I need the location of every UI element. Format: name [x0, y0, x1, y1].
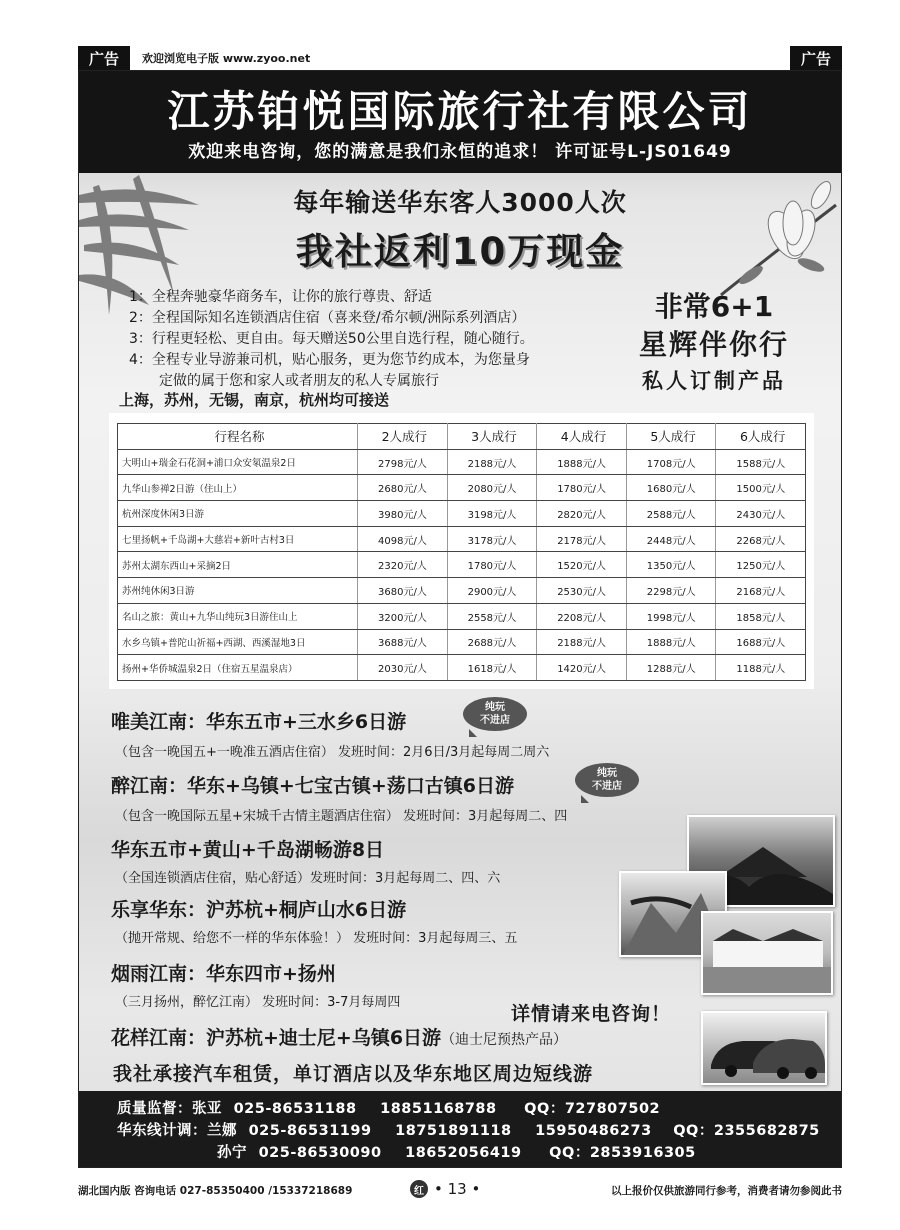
- footer-left: 湖北国内版 咨询电话 027-85350400 /15337218689: [78, 1185, 353, 1197]
- price-cell: 1888元/人: [537, 449, 627, 475]
- price-cell: 1618元/人: [447, 655, 537, 681]
- contact-phone[interactable]: 025-86531199: [248, 1123, 372, 1139]
- contact-qq-label: QQ：: [549, 1145, 590, 1161]
- contacts-panel: [79, 1091, 841, 1167]
- contact-mobile-2[interactable]: 15950486273: [535, 1123, 652, 1139]
- price-cell: 2188元/人: [537, 629, 627, 655]
- footer-center: [410, 1180, 480, 1198]
- contact-qq[interactable]: 727807502: [564, 1101, 661, 1117]
- route-name-cell: 杭州深度休闲3日游: [118, 501, 358, 527]
- table-row: [118, 526, 806, 552]
- price-cell: 3200元/人: [358, 603, 448, 629]
- contact-name: 兰娜: [207, 1123, 237, 1139]
- price-cell: 2168元/人: [716, 578, 806, 604]
- price-cell: 1888元/人: [626, 629, 716, 655]
- table-row: [118, 449, 806, 475]
- price-cell: 1420元/人: [537, 655, 627, 681]
- column-header: 行程名称: [118, 424, 358, 450]
- route-title: 花样江南：沪苏杭+迪士尼+乌镇6日游（迪士尼预热产品）: [111, 1027, 568, 1049]
- route-detail: （包含一晚国际五星+宋城千古情主题酒店住宿） 发班时间：3月起每周二、四: [115, 809, 568, 824]
- contact-qq[interactable]: 2355682875: [713, 1123, 820, 1139]
- price-cell: 3680元/人: [358, 578, 448, 604]
- promo-headline-1: 每年输送华东客人3000人次: [293, 188, 627, 217]
- column-header: 4人成行: [537, 424, 627, 450]
- feature-item: 1：全程奔驰豪华商务车，让你的旅行尊贵、舒适: [129, 289, 432, 305]
- pure-tour-badge: 纯玩 不进店: [575, 763, 639, 797]
- route-name-cell: 苏州太湖东西山+采摘2日: [118, 552, 358, 578]
- header-banner: [79, 71, 841, 173]
- price-cell: 3980元/人: [358, 501, 448, 527]
- company-name: 江苏铂悦国际旅行社有限公司: [167, 87, 753, 136]
- welcome-line: 欢迎来电咨询，您的满意是我们永恒的追求！ 许可证号L-JS01649: [188, 142, 732, 162]
- price-cell: 3178元/人: [447, 526, 537, 552]
- price-cell: 1350元/人: [626, 552, 716, 578]
- price-cell: 2430元/人: [716, 501, 806, 527]
- price-cell: 1588元/人: [716, 449, 806, 475]
- footer-right: 以上报价仅供旅游同行参考，消费者请勿参阅此书: [611, 1185, 842, 1197]
- column-header: 6人成行: [716, 424, 806, 450]
- price-cell: 1998元/人: [626, 603, 716, 629]
- price-cell: 4098元/人: [358, 526, 448, 552]
- route-name-cell: 苏州纯休闲3日游: [118, 578, 358, 604]
- route-detail: （三月扬州，醉忆江南） 发班时间：3-7月每周四: [115, 995, 401, 1010]
- table-row: [118, 603, 806, 629]
- table-row: [118, 552, 806, 578]
- slogan-line-3: 私人订制产品: [642, 369, 786, 393]
- table-row: [118, 629, 806, 655]
- route-title: 唯美江南：华东五市+三水乡6日游: [111, 711, 407, 733]
- slogan-block: [599, 289, 829, 397]
- price-table-panel: [109, 413, 814, 689]
- pickup-cities: 上海，苏州，无锡，南京，杭州均可接送: [119, 391, 390, 409]
- price-cell: 2688元/人: [447, 629, 537, 655]
- price-cell: 1688元/人: [716, 629, 806, 655]
- price-cell: 2208元/人: [537, 603, 627, 629]
- feature-item: 2：全程国际知名连锁酒店住宿（喜来登/希尔顿/洲际系列酒店）: [129, 310, 526, 326]
- contact-mobile[interactable]: 18652056419: [405, 1145, 522, 1161]
- contact-phone[interactable]: 025-86530090: [258, 1145, 382, 1161]
- price-cell: 2030元/人: [358, 655, 448, 681]
- ad-page: [78, 70, 842, 1168]
- price-cell: 2298元/人: [626, 578, 716, 604]
- seal-icon: 红: [410, 1180, 428, 1198]
- price-cell: 3198元/人: [447, 501, 537, 527]
- contact-qq-label: QQ：: [524, 1101, 565, 1117]
- price-cell: 2680元/人: [358, 475, 448, 501]
- price-cell: 2588元/人: [626, 501, 716, 527]
- water-town-photo: [701, 911, 833, 995]
- route-title: 华东五市+黄山+千岛湖畅游8日: [111, 839, 385, 861]
- route-name-cell: 名山之旅：黄山+九华山纯玩3日游住山上: [118, 603, 358, 629]
- consult-text: 详情请来电咨询！: [511, 1003, 672, 1025]
- contact-row: [217, 1141, 696, 1162]
- route-name-cell: 水乡乌镇+普陀山祈福+西湖、西溪湿地3日: [118, 629, 358, 655]
- price-cell: 1500元/人: [716, 475, 806, 501]
- contact-phone[interactable]: 025-86531188: [233, 1101, 357, 1117]
- price-cell: 1288元/人: [626, 655, 716, 681]
- car-photo: [701, 1011, 827, 1085]
- price-cell: 2178元/人: [537, 526, 627, 552]
- route-detail: （全国连锁酒店住宿，贴心舒适）发班时间：3月起每周二、四、六: [115, 871, 501, 886]
- browse-text[interactable]: 欢迎浏览电子版 www.zyoo.net: [142, 52, 311, 65]
- price-cell: 1520元/人: [537, 552, 627, 578]
- route-title: 醉江南：华东+乌镇+七宝古镇+荡口古镇6日游: [111, 775, 514, 797]
- price-cell: 3688元/人: [358, 629, 448, 655]
- contact-role: 华东线计调：: [117, 1123, 207, 1139]
- contact-name: 张亚: [192, 1101, 222, 1117]
- slogan-line-1: 非常6+1: [654, 290, 774, 323]
- contact-qq-label: QQ：: [673, 1123, 714, 1139]
- slogan-line-2: 星辉伴你行: [638, 328, 789, 361]
- price-cell: 1188元/人: [716, 655, 806, 681]
- feature-item: 4：全程专业导游兼司机，贴心服务，更为您节约成本，为您量身: [129, 352, 530, 368]
- price-cell: 2080元/人: [447, 475, 537, 501]
- column-header: 3人成行: [447, 424, 537, 450]
- table-row: [118, 475, 806, 501]
- price-cell: 1708元/人: [626, 449, 716, 475]
- promo-headline-2: 我社返利10万现金: [295, 230, 625, 273]
- feature-item: 3：行程更轻松、更自由。每天赠送50公里自选行程，随心随行。: [129, 331, 534, 347]
- price-cell: 2558元/人: [447, 603, 537, 629]
- price-cell: 2448元/人: [626, 526, 716, 552]
- contact-mobile[interactable]: 18751891118: [395, 1123, 512, 1139]
- price-cell: 1680元/人: [626, 475, 716, 501]
- pure-tour-badge: 纯玩 不进店: [463, 697, 527, 731]
- price-cell: 2798元/人: [358, 449, 448, 475]
- route-title: 烟雨江南：华东四市+扬州: [111, 963, 336, 985]
- feature-item: 定做的属于您和家人或者朋友的私人专属旅行: [159, 373, 439, 389]
- route-name-cell: 扬州+华侨城温泉2日（住宿五星温泉店）: [118, 655, 358, 681]
- page-footer: [78, 1180, 842, 1200]
- table-row: [118, 655, 806, 681]
- price-cell: 2320元/人: [358, 552, 448, 578]
- price-cell: 2268元/人: [716, 526, 806, 552]
- top-bar: [78, 46, 842, 70]
- route-name-cell: 大明山+瑞金石花洞+浦口众安氡温泉2日: [118, 449, 358, 475]
- route-name-cell: 九华山参禅2日游（住山上）: [118, 475, 358, 501]
- price-cell: 2188元/人: [447, 449, 537, 475]
- price-cell: 1780元/人: [537, 475, 627, 501]
- feature-list: [129, 287, 534, 392]
- ad-tag-right: 广告: [790, 46, 842, 70]
- route-detail: （抛开常规、给您不一样的华东体验！） 发班时间：3月起每周三、五: [115, 931, 518, 946]
- table-header-row: [118, 424, 806, 450]
- route-title: 乐享华东：沪苏杭+桐庐山水6日游: [111, 899, 407, 921]
- rental-text: 我社承接汽车租赁，单订酒店以及华东地区周边短线游: [113, 1063, 594, 1085]
- contact-role: 质量监督：: [117, 1101, 192, 1117]
- route-detail: （包含一晚国五+一晚准五酒店住宿） 发班时间：2月6日/3月起每周二周六: [115, 745, 550, 760]
- ad-tag-left: 广告: [78, 46, 130, 70]
- price-cell: 2530元/人: [537, 578, 627, 604]
- price-cell: 2900元/人: [447, 578, 537, 604]
- contact-row: [117, 1097, 660, 1118]
- contact-qq[interactable]: 2853916305: [589, 1145, 696, 1161]
- price-table: [117, 423, 806, 681]
- price-cell: 2820元/人: [537, 501, 627, 527]
- price-cell: 1780元/人: [447, 552, 537, 578]
- table-row: [118, 578, 806, 604]
- contact-row: [117, 1119, 820, 1140]
- column-header: 5人成行: [626, 424, 716, 450]
- price-cell: 1858元/人: [716, 603, 806, 629]
- table-row: [118, 501, 806, 527]
- route-name-cell: 七里扬帆+千岛湖+大慈岩+新叶古村3日: [118, 526, 358, 552]
- contact-name: 孙宁: [217, 1145, 247, 1161]
- column-header: 2人成行: [358, 424, 448, 450]
- price-cell: 1250元/人: [716, 552, 806, 578]
- page-number: • 13 •: [434, 1180, 481, 1198]
- contact-mobile[interactable]: 18851168788: [380, 1101, 497, 1117]
